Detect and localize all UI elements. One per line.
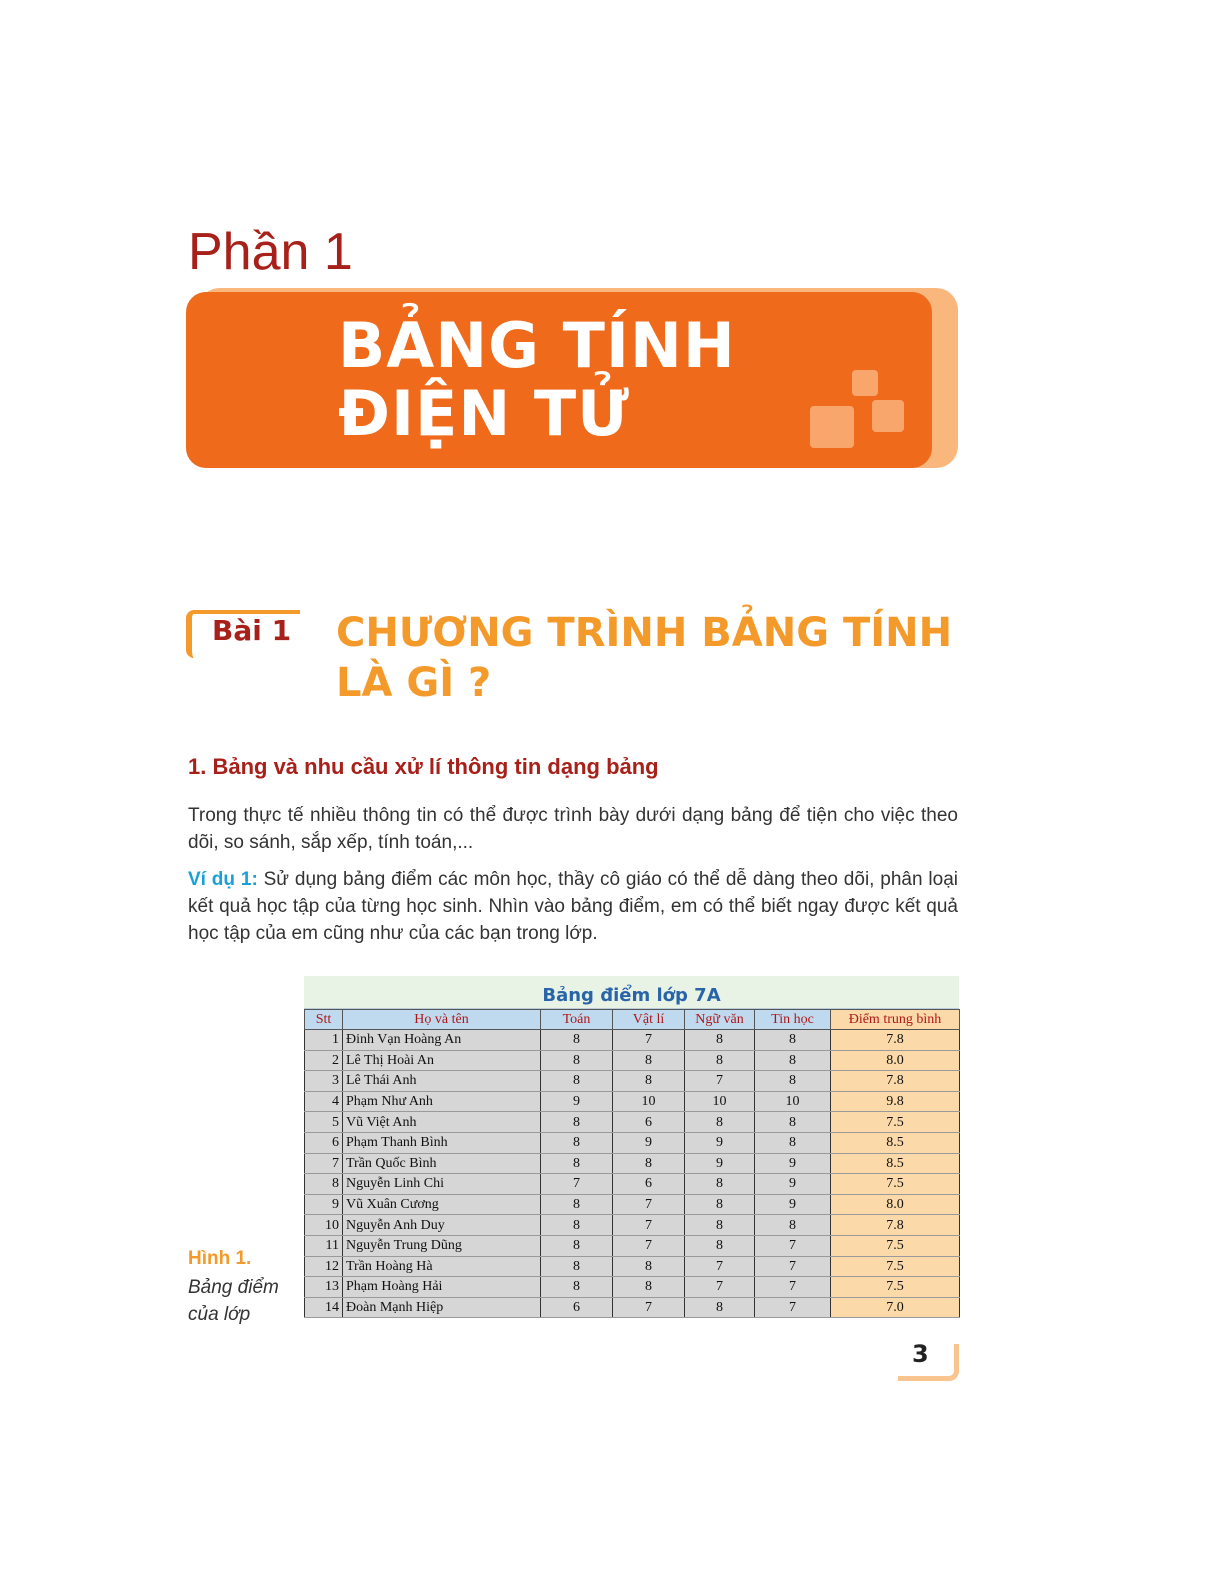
table-cell: 7.8: [831, 1071, 960, 1092]
table-row: [305, 1153, 960, 1174]
table-cell: 10: [685, 1091, 755, 1112]
section-heading: 1. Bảng và nhu cầu xử lí thông tin dạng bảng: [188, 754, 659, 779]
table-cell: 7: [755, 1277, 831, 1298]
table-cell: 7: [305, 1153, 343, 1174]
figure-caption-label: Hình 1.: [188, 1248, 252, 1269]
table-row: [305, 1030, 960, 1051]
table-row: [305, 1235, 960, 1256]
table-row: [305, 1297, 960, 1318]
table-cell: 10: [755, 1091, 831, 1112]
grade-table-header-cell: Stt: [305, 1010, 343, 1030]
table-cell: 8: [541, 1215, 613, 1236]
table-row: [305, 1256, 960, 1277]
table-cell: 7: [755, 1297, 831, 1318]
table-row: [305, 1112, 960, 1133]
table-cell: 8: [613, 1071, 685, 1092]
table-cell: Đoàn Mạnh Hiệp: [343, 1297, 541, 1318]
table-cell: 5: [305, 1112, 343, 1133]
table-cell: 9: [685, 1132, 755, 1153]
decor-square-icon: [810, 406, 854, 448]
table-cell: Đinh Vạn Hoàng An: [343, 1030, 541, 1051]
grade-table-header-row: [305, 1010, 960, 1030]
table-cell: 7: [685, 1256, 755, 1277]
table-cell: 7: [613, 1030, 685, 1051]
table-cell: Vũ Xuân Cương: [343, 1194, 541, 1215]
table-cell: 8: [541, 1112, 613, 1133]
table-cell: 8: [685, 1215, 755, 1236]
table-cell: 7: [613, 1297, 685, 1318]
table-cell: 8: [613, 1050, 685, 1071]
table-cell: 8: [755, 1071, 831, 1092]
table-cell: Phạm Thanh Bình: [343, 1132, 541, 1153]
table-cell: 8: [541, 1030, 613, 1051]
table-row: [305, 1050, 960, 1071]
table-row: [305, 1091, 960, 1112]
table-cell: 7: [755, 1256, 831, 1277]
grade-table-header-cell: Điểm trung bình: [831, 1010, 960, 1030]
table-row: [305, 1174, 960, 1195]
table-cell: 8: [541, 1194, 613, 1215]
table-cell: 7.5: [831, 1277, 960, 1298]
table-cell: 8: [685, 1174, 755, 1195]
table-cell: 13: [305, 1277, 343, 1298]
table-cell: 2: [305, 1050, 343, 1071]
table-cell: 7.5: [831, 1112, 960, 1133]
banner-title-line2: ĐIỆN TỬ: [338, 377, 630, 450]
table-cell: Nguyễn Anh Duy: [343, 1215, 541, 1236]
table-cell: 8: [541, 1277, 613, 1298]
grade-table-header-cell: Toán: [541, 1010, 613, 1030]
grade-table-header-cell: Họ và tên: [343, 1010, 541, 1030]
table-cell: Phạm Hoàng Hải: [343, 1277, 541, 1298]
banner-title-line1: BẢNG TÍNH: [338, 309, 736, 382]
table-cell: 8: [755, 1215, 831, 1236]
table-row: [305, 1277, 960, 1298]
table-cell: 7: [755, 1235, 831, 1256]
table-cell: 6: [541, 1297, 613, 1318]
table-cell: 9: [755, 1194, 831, 1215]
table-cell: 9: [685, 1153, 755, 1174]
table-cell: 1: [305, 1030, 343, 1051]
table-cell: 7: [685, 1071, 755, 1092]
table-cell: 7.8: [831, 1030, 960, 1051]
table-cell: Nguyễn Trung Dũng: [343, 1235, 541, 1256]
table-cell: 8: [685, 1235, 755, 1256]
decor-square-icon: [852, 370, 878, 396]
table-cell: 9: [305, 1194, 343, 1215]
table-cell: 9: [613, 1132, 685, 1153]
table-cell: 7: [613, 1215, 685, 1236]
table-cell: 8.0: [831, 1050, 960, 1071]
decor-square-icon: [872, 400, 904, 432]
lesson-number: Bài 1: [212, 614, 292, 647]
table-cell: Trần Quốc Bình: [343, 1153, 541, 1174]
table-cell: 14: [305, 1297, 343, 1318]
table-row: [305, 1215, 960, 1236]
grade-table-header-cell: Tin học: [755, 1010, 831, 1030]
part-banner: [186, 292, 932, 468]
intro-paragraph: Trong thực tế nhiều thông tin có thể được trình bày dưới dạng bảng để tiện cho việc theo dõi, so sánh, sắp xếp, tính toán,...: [188, 805, 958, 853]
lesson-title: [336, 608, 956, 708]
grade-table-title: Bảng điểm lớp 7A: [304, 976, 959, 1009]
table-cell: 8: [541, 1071, 613, 1092]
grade-table-figure: [304, 976, 959, 1318]
table-cell: 7.5: [831, 1235, 960, 1256]
table-cell: 8: [755, 1112, 831, 1133]
table-cell: 9: [541, 1091, 613, 1112]
table-cell: 7.8: [831, 1215, 960, 1236]
table-cell: Trần Hoàng Hà: [343, 1256, 541, 1277]
table-cell: 8: [613, 1277, 685, 1298]
table-cell: 8: [541, 1050, 613, 1071]
table-cell: 7: [541, 1174, 613, 1195]
example-label: Ví dụ 1:: [188, 869, 258, 890]
table-cell: 6: [613, 1174, 685, 1195]
table-cell: 8.5: [831, 1132, 960, 1153]
table-cell: 8.0: [831, 1194, 960, 1215]
table-row: [305, 1194, 960, 1215]
table-cell: 9: [755, 1174, 831, 1195]
table-cell: 8: [755, 1030, 831, 1051]
table-cell: 4: [305, 1091, 343, 1112]
table-cell: 6: [305, 1132, 343, 1153]
table-cell: 10: [613, 1091, 685, 1112]
grade-table-header-cell: Vật lí: [613, 1010, 685, 1030]
part-label: Phần 1: [188, 223, 353, 281]
table-cell: 8: [685, 1112, 755, 1133]
table-row: [305, 1071, 960, 1092]
table-cell: Nguyễn Linh Chi: [343, 1174, 541, 1195]
table-cell: 7.0: [831, 1297, 960, 1318]
grade-table-body: [305, 1030, 960, 1318]
table-cell: 8: [685, 1194, 755, 1215]
table-cell: 3: [305, 1071, 343, 1092]
table-cell: 8: [541, 1256, 613, 1277]
table-cell: 7.5: [831, 1256, 960, 1277]
lesson-title-line2: LÀ GÌ ?: [336, 660, 492, 706]
table-cell: 8: [613, 1256, 685, 1277]
table-cell: 9: [755, 1153, 831, 1174]
figure-caption-text: Bảng điểm của lớp: [188, 1277, 279, 1325]
grade-table: [304, 1009, 960, 1318]
table-cell: 9.8: [831, 1091, 960, 1112]
table-cell: 8: [541, 1235, 613, 1256]
table-cell: 7: [613, 1194, 685, 1215]
table-row: [305, 1132, 960, 1153]
table-cell: Lê Thị Hoài An: [343, 1050, 541, 1071]
table-cell: 7: [685, 1277, 755, 1298]
table-cell: 11: [305, 1235, 343, 1256]
table-cell: 8: [541, 1153, 613, 1174]
table-cell: Phạm Như Anh: [343, 1091, 541, 1112]
grade-table-header-cell: Ngữ văn: [685, 1010, 755, 1030]
banner-title: [338, 309, 736, 450]
page-number: 3: [912, 1340, 929, 1368]
table-cell: 8: [755, 1050, 831, 1071]
table-cell: 8: [613, 1153, 685, 1174]
table-cell: 7.5: [831, 1174, 960, 1195]
example-paragraph: [188, 866, 958, 947]
table-cell: 8.5: [831, 1153, 960, 1174]
table-cell: 12: [305, 1256, 343, 1277]
example-text: Sử dụng bảng điểm các môn học, thầy cô giáo có thể dễ dàng theo dõi, phân loại kết quả học tập của từng học sinh. Nhìn vào bảng điểm, em có thể biết ngay được kết quả học tập của em cũng như của các bạn trong lớp.: [188, 869, 958, 944]
table-cell: 6: [613, 1112, 685, 1133]
table-cell: 8: [755, 1132, 831, 1153]
table-cell: 8: [685, 1297, 755, 1318]
lesson-title-line1: CHƯƠNG TRÌNH BẢNG TÍNH: [336, 610, 953, 656]
table-cell: 8: [541, 1132, 613, 1153]
table-cell: Lê Thái Anh: [343, 1071, 541, 1092]
table-cell: 8: [685, 1050, 755, 1071]
table-cell: Vũ Việt Anh: [343, 1112, 541, 1133]
table-cell: 10: [305, 1215, 343, 1236]
table-cell: 8: [305, 1174, 343, 1195]
table-cell: 8: [685, 1030, 755, 1051]
table-cell: 7: [613, 1235, 685, 1256]
